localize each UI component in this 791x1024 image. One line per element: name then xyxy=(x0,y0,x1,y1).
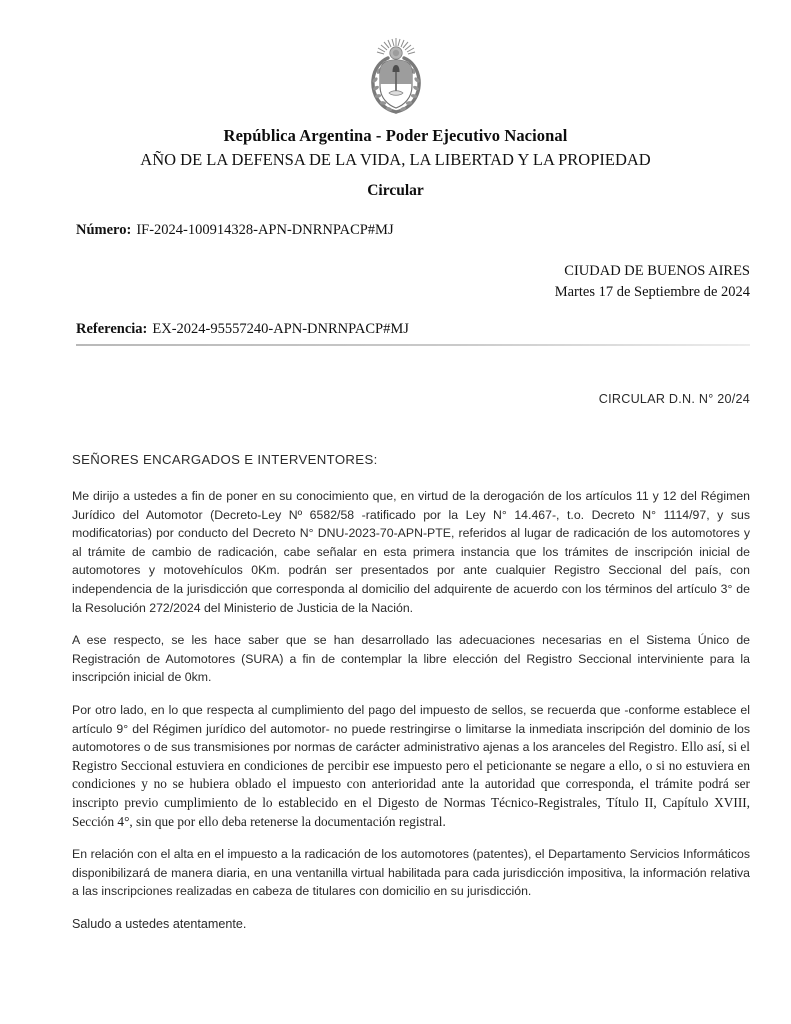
date-line: Martes 17 de Septiembre de 2024 xyxy=(554,284,750,300)
circular-number: CIRCULAR D.N. N° 20/24 xyxy=(598,392,750,406)
document-body xyxy=(72,487,750,943)
paragraph-1: Me dirijo a ustedes a fin de poner en su conocimiento que, en virtud de la derogación de los artículos 11 y 12 del Régimen Jurídico del Automotor (Decreto-Ley Nº 6582/58 -ratificado por la Ley N° 14.467-, t.o. Decreto N° 1114/97, y sus modificatorias) por conducto del Decreto N° DNU-2023-70-APN-PTE, referidos al lugar de radicación de los automotores y al trámite de cambio de radicación, cabe señalar en esta primera instancia que los trámites de inscripción inicial de automotores y motovehículos 0Km. podrán ser presentados por ante cualquier Registro Seccional del país, con independencia de la jurisdicción que corresponda al domicilio del adquirente de acuerdo con los términos del artículo 3° de la Resolución 272/2024 del Ministerio de Justicia de la Nación. xyxy=(72,489,750,615)
document-header xyxy=(0,126,791,171)
document-type-title: Circular xyxy=(367,182,424,199)
emblem-container xyxy=(0,36,791,125)
header-republic-line: República Argentina - Poder Ejecutivo Nacional xyxy=(223,126,568,145)
referencia-value: EX-2024-95557240-APN-DNRNPACP#MJ xyxy=(152,321,409,337)
header-divider xyxy=(76,344,750,346)
paragraph-3 xyxy=(72,701,750,831)
closing-line: Saludo a ustedes atentamente. xyxy=(72,916,247,931)
referencia-field xyxy=(76,321,409,338)
argentina-coat-of-arms-icon xyxy=(367,36,425,120)
numero-field xyxy=(76,222,394,239)
numero-value: IF-2024-100914328-APN-DNRNPACP#MJ xyxy=(136,222,394,238)
referencia-label: Referencia: xyxy=(76,321,148,337)
numero-label: Número: xyxy=(76,222,132,238)
salutation-line: SEÑORES ENCARGADOS E INTERVENTORES: xyxy=(72,452,378,467)
header-year-slogan: AÑO DE LA DEFENSA DE LA VIDA, LA LIBERTAD Y LA PROPIEDAD xyxy=(140,149,651,169)
paragraph-3-head: Por otro lado, en lo que respecta al cumplimiento del pago del impuesto de sellos, se recuerda que -conforme establece el artículo 9° del Régimen jurídico del automotor- no puede restringirse o limitarse la inmediata inscripción del dominio de los automotores o de sus transmisiones por normas de carácter administrativo ajenas a los aranceles del Registro. xyxy=(72,702,750,755)
paragraph-2: A ese respecto, se les hace saber que se han desarrollado las adecuaciones necesarias en el Sistema Único de Registración de Automotores (SURA) a fin de contemplar la libre elección del Registro Seccional interviniente para la inscripción inicial de 0km. xyxy=(72,633,750,685)
paragraph-3-tail: Ello así, si el Registro Seccional estuviera en condiciones de percibir ese impuesto pero el peticionante se negare a ello, o si no estuviera en condiciones y no se hubiera oblado el impuesto con anterioridad ante la autoridad que corresponda, el trámite podrá ser inscripto previo cumplimiento de lo establecido en el Digesto de Normas Técnico-Registrales, Título II, Capítulo XVIII, Sección 4°, sin que por ello deba retenerse la documentación registral. xyxy=(72,739,750,829)
city-line: CIUDAD DE BUENOS AIRES xyxy=(564,263,750,279)
paragraph-4: En relación con el alta en el impuesto a la radicación de los automotores (patentes), el Departamento Servicios Informáticos disponibilizará de manera diaria, en una ventanilla virtual habilitada para cada jurisdicción impositiva, la información relativa a las inscripciones realizadas en cabeza de titulares con domicilio en su jurisdicción. xyxy=(72,847,750,899)
